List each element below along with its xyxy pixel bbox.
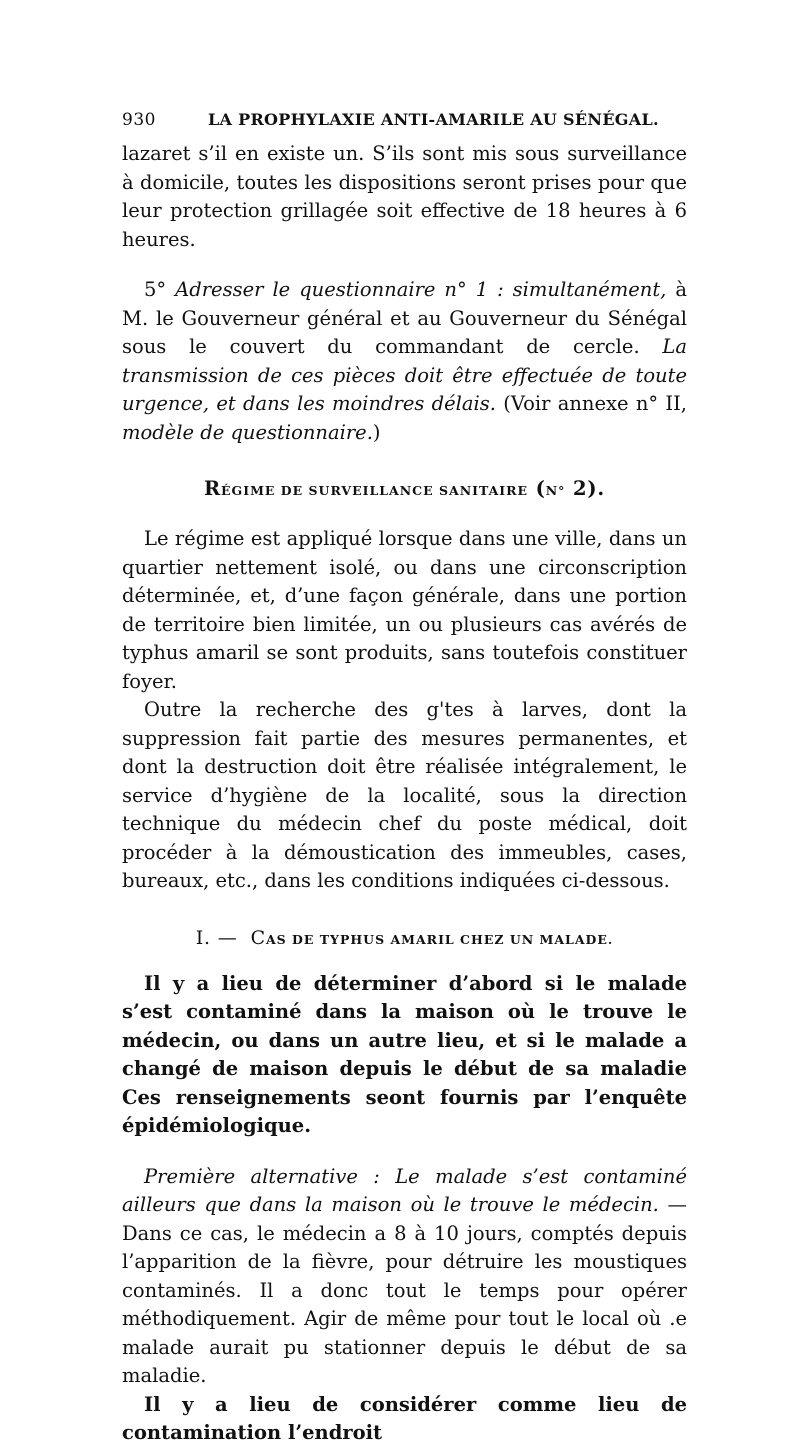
paragraph-questionnaire <box>122 276 687 447</box>
subheading-rest: AS DE TYPHUS AMARIL CHEZ UN MALADE. <box>265 931 614 947</box>
paragraph-premiere-alternative <box>122 1163 687 1391</box>
heading-num-value: 2 <box>565 477 588 500</box>
italic-transmission: La transmission de ces pièces doit être effectuée de toute urgence, et dans les moindres délais. <box>122 335 687 415</box>
item-number: 5° <box>144 278 167 301</box>
italic-modele: modèle de questionnaire. <box>122 420 373 444</box>
subheading-numeral: I. — <box>195 926 238 949</box>
paragraph-considerer: Il y a lieu de considérer comme lieu de contamination l’endroit <box>122 1392 687 1444</box>
running-title: LA PROPHYLAXIE ANTI-AMARILE AU SÉNÉGAL. <box>208 110 659 129</box>
italic-adresser: Adresser le questionnaire n° 1 : simultanément, <box>175 278 667 301</box>
subheading-initial: C <box>250 926 266 949</box>
paragraph-outre: Outre la recherche des g'tes à larves, dont la suppression fait partie des mesures permanentes, et dont la destruction doit être réalisée intégralement, le service d’hygiène de la localité, sous la direction technique du médecin chef du poste médical, doit procéder à la démoustication des immeubles, cases, bureaux, etc., dans les conditions indiquées ci-dessous. <box>122 698 687 892</box>
heading-num-label: N° <box>545 483 566 498</box>
running-header <box>122 110 687 130</box>
section-heading-regime <box>122 477 687 503</box>
text-voir-annexe: (Voir annexe n° II, <box>496 392 687 415</box>
heading-initial: R <box>204 477 222 500</box>
heading-rest: ÉGIME DE SURVEILLANCE SANITAIRE <box>221 483 529 498</box>
page-number: 930 <box>122 110 156 130</box>
paragraph-determiner: Il y a lieu de déterminer d’abord si le malade s’est contaminé dans la maison où le trouve le médecin, ou dans un autre lieu, et si le malade a changé de maison depuis le début de sa maladie Ces renseignements seont fournis par l’enquête épidémiologique. <box>122 971 687 1137</box>
italic-premiere-alternative: Première alternative : Le malade s’est contaminé ailleurs que dans la maison où le trouve le médecin. <box>122 1164 687 1216</box>
text-close-paren: ) <box>372 420 381 444</box>
text-dans-ce-cas: — Dans ce cas, le médecin a 8 à 10 jours, comptés depuis l’apparition de la fièvre, pour détruire les moustiques contaminés. Il a donc tout le temps pour opérer méthodiquement. Agir de même pour tout le local où .e malade aurait pu stationner depuis le début de sa maladie. <box>122 1193 687 1387</box>
paragraph-regime: Le régime est appliqué lorsque dans une ville, dans un quartier nettement isolé, ou dans une circonscription déterminée, et, d’une façon générale, dans une portion de territoire bien limitée, un ou plusieurs cas avérés de typhus amaril se sont produits, sans toutefois constituer foyer. <box>122 527 687 693</box>
heading-paren-open: ( <box>528 477 546 500</box>
text-gouverneur: à M. le Gouverneur général et au Gouverneur du Sénégal sous le couvert du commandant de cercle. <box>122 278 687 358</box>
heading-paren-close: ). <box>587 477 605 500</box>
subheading-cas <box>122 926 687 952</box>
paragraph-lazaret: lazaret s’il en existe un. S’ils sont mis sous surveillance à domicile, toutes les dispositions seront prises pour que leur protection grillagée soit effective de 18 heures à 6 heures. <box>122 142 687 251</box>
document-page <box>122 110 687 1448</box>
